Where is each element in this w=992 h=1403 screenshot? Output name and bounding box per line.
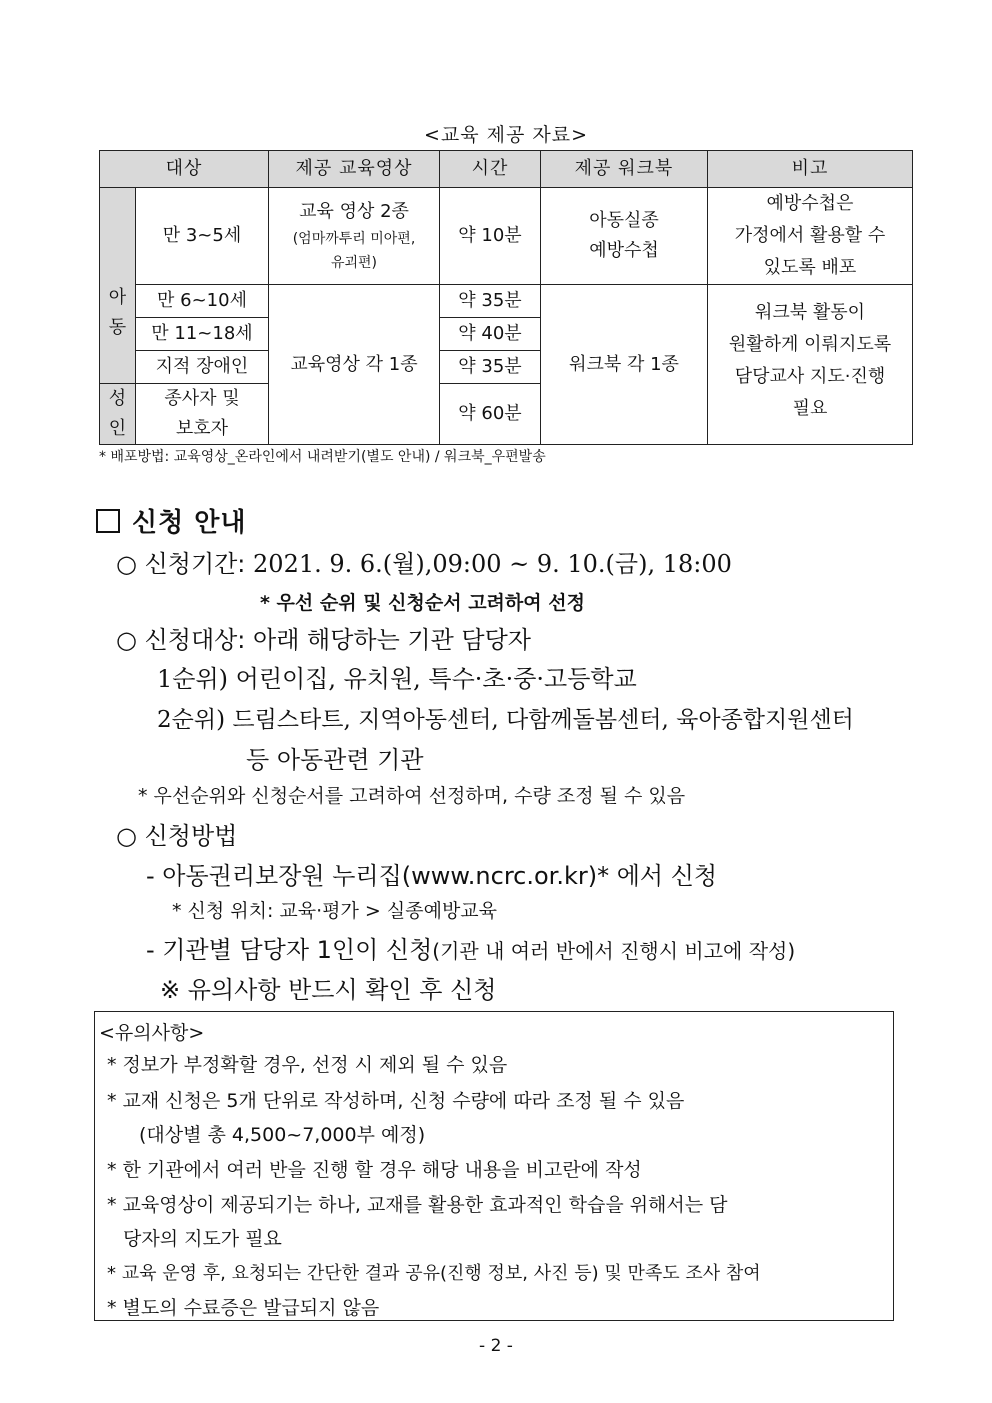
method-2-main: - 기관별 담당자 1인이 신청 bbox=[146, 936, 433, 964]
caution-title: <유의사항> bbox=[99, 1022, 205, 1044]
caution-item: * 교육 운영 후, 요청되는 간단한 결과 공유(진행 정보, 사진 등) 및 만족도 조사 참여 bbox=[107, 1263, 761, 1284]
target-cell: 만 11~18세 bbox=[136, 318, 269, 351]
table-row bbox=[100, 285, 913, 318]
shared-video-cell: 교육영상 각 1종 bbox=[269, 285, 440, 445]
period-note: * 우선 순위 및 신청순서 고려하여 선정 bbox=[260, 592, 585, 614]
time-cell: 약 40분 bbox=[440, 318, 541, 351]
education-materials-table bbox=[99, 150, 913, 445]
video-sub: (엄마까투리 미아편, 유괴편) bbox=[292, 231, 416, 271]
distribution-note: * 배포방법: 교육영상_온라인에서 내려받기(별도 안내) / 워크북_우편발송 bbox=[99, 449, 546, 465]
table-row bbox=[100, 188, 913, 285]
caution-item: * 한 기관에서 여러 반을 진행 할 경우 해당 내용을 비고란에 작성 bbox=[107, 1159, 642, 1181]
section-title-text: 신청 안내 bbox=[132, 508, 247, 538]
target-cell: 만 6~10세 bbox=[136, 285, 269, 318]
checkbox-icon bbox=[96, 509, 120, 533]
caution-box bbox=[94, 1011, 894, 1321]
group-adult-cell: 성 인 bbox=[100, 384, 136, 445]
priority-2-cont: 등 아동관련 기관 bbox=[246, 746, 424, 774]
video-main: 교육 영상 2종 bbox=[299, 201, 409, 222]
caution-item-cont: 당자의 지도가 필요 bbox=[123, 1228, 282, 1250]
caution-item: * 교재 신청은 5개 단위로 작성하며, 신청 수량에 따라 조정 될 수 있음 bbox=[107, 1090, 685, 1112]
shared-note-cell: 워크북 활동이 원활하게 이뤄지도록 담당교사 지도·진행 필요 bbox=[708, 285, 913, 445]
caution-item: * 정보가 부정확할 경우, 선정 시 제외 될 수 있음 bbox=[107, 1054, 508, 1076]
target-cell: 만 3~5세 bbox=[136, 188, 269, 285]
period-label: ○ 신청기간: bbox=[116, 550, 254, 578]
section-title bbox=[96, 502, 247, 539]
note-cell: 예방수첩은 가정에서 활용할 수 있도록 배포 bbox=[708, 188, 913, 285]
group-child-cell: 아 동 bbox=[100, 188, 136, 384]
time-cell: 약 35분 bbox=[440, 351, 541, 384]
target-cell: 지적 장애인 bbox=[136, 351, 269, 384]
page-number: - 2 - bbox=[479, 1336, 513, 1356]
time-cell: 약 10분 bbox=[440, 188, 541, 285]
method-1-note: * 신청 위치: 교육·평가 > 실종예방교육 bbox=[172, 900, 498, 922]
priority-1: 1순위) 어린이집, 유치원, 특수·초·중·고등학교 bbox=[157, 665, 637, 693]
method-3: ※ 유의사항 반드시 확인 후 신청 bbox=[160, 976, 497, 1004]
workbook-cell: 아동실종 예방수첩 bbox=[541, 188, 708, 285]
table-caption: <교육 제공 자료> bbox=[423, 124, 589, 146]
period-value: 2021. 9. 6.(월),09:00 ~ 9. 10.(금), 18:00 bbox=[253, 550, 732, 578]
caution-item: * 별도의 수료증은 발급되지 않음 bbox=[107, 1297, 380, 1319]
period-line bbox=[116, 544, 732, 579]
header-note: 비고 bbox=[708, 151, 913, 188]
target-cell: 종사자 및 보호자 bbox=[136, 384, 269, 445]
header-workbook: 제공 워크북 bbox=[541, 151, 708, 188]
priority-2: 2순위) 드림스타트, 지역아동센터, 다함께돌봄센터, 육아종합지원센터 bbox=[157, 707, 854, 733]
caution-item-cont: (대상별 총 4,500~7,000부 예정) bbox=[139, 1124, 426, 1146]
method-2-paren: (기관 내 여러 반에서 진행시 비고에 작성) bbox=[432, 939, 796, 963]
caution-item: * 교육영상이 제공되기는 하나, 교재를 활용한 효과적인 학습을 위해서는 담 bbox=[107, 1194, 728, 1216]
video-cell bbox=[269, 188, 440, 285]
method-1: - 아동권리보장원 누리집(www.ncrc.or.kr)* 에서 신청 bbox=[146, 862, 718, 890]
target-label: ○ 신청대상: 아래 해당하는 기관 담당자 bbox=[116, 626, 531, 654]
method-label: ○ 신청방법 bbox=[116, 822, 238, 850]
header-video: 제공 교육영상 bbox=[269, 151, 440, 188]
time-cell: 약 35분 bbox=[440, 285, 541, 318]
shared-workbook-cell: 워크북 각 1종 bbox=[541, 285, 708, 445]
table-header-row bbox=[100, 151, 913, 188]
header-time: 시간 bbox=[440, 151, 541, 188]
target-note: * 우선순위와 신청순서를 고려하여 선정하며, 수량 조정 될 수 있음 bbox=[138, 785, 686, 807]
time-cell: 약 60분 bbox=[440, 384, 541, 445]
header-target: 대상 bbox=[100, 151, 269, 188]
method-2 bbox=[146, 930, 795, 965]
